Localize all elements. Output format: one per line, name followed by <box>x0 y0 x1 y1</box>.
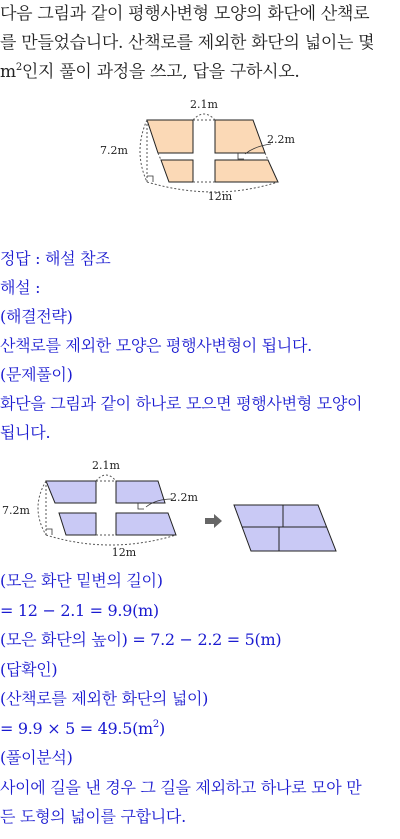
question-text <box>0 0 400 87</box>
blue-piece-bottom-left <box>59 513 96 535</box>
fig2-right-label: 2.2m <box>170 491 198 504</box>
analysis-text-2: 든 도형의 넓이를 구합니다. <box>0 807 186 826</box>
question-line-1: 다음 그림과 같이 평행사변형 모양의 화단에 산책로 <box>0 4 370 24</box>
height-line-text: (모은 화단의 높이) = 7.2 − 2.2 = 5(m) <box>0 630 282 649</box>
fig2-top-label: 2.1m <box>92 459 120 472</box>
area-close: ) <box>158 718 165 738</box>
question-line-3 <box>0 58 400 87</box>
merged-figure <box>0 455 400 565</box>
garden-piece-bottom-right <box>215 160 278 182</box>
merged-parallelogram <box>234 505 336 551</box>
area-calc <box>0 714 400 744</box>
base-calc: = 12 − 2.1 = 9.9(m) <box>0 600 159 620</box>
solution-heading: (문제풀이) <box>0 365 73 384</box>
garden-figure <box>95 96 305 206</box>
right-label: 2.2m <box>267 133 295 146</box>
dashed-left <box>158 153 161 160</box>
blue-piece-top-left <box>46 481 96 503</box>
fig2-bottom-label: 12m <box>111 546 137 559</box>
left-label: 7.2m <box>100 144 128 157</box>
top-label: 2.1m <box>190 98 218 111</box>
calculation-block <box>0 566 400 832</box>
blue-piece-bottom-right <box>116 513 176 535</box>
strategy-text: 산책로를 제외한 모양은 평행사변형이 됩니다. <box>0 336 312 355</box>
analysis-text-1: 사이에 길을 낸 경우 그 길을 제외하고 하나로 모아 만 <box>0 777 362 797</box>
garden-piece-top-left <box>147 120 193 153</box>
right-angle-mark <box>147 176 153 182</box>
analysis-heading: (풀이분석) <box>0 748 73 767</box>
dashed-right <box>265 153 268 160</box>
answer-label: 정답 : 해설 참조 <box>0 249 111 268</box>
solution-text-1: 화단을 그림과 같이 하나로 모으면 평행사변형 모양이 <box>0 394 363 413</box>
fig2-left-arc <box>38 481 46 535</box>
explanation-label: 해설 : <box>0 278 41 297</box>
fig2-right-angle-2 <box>138 503 144 509</box>
left-dim-arc <box>140 120 147 182</box>
right-angle-mark-2 <box>238 153 244 159</box>
question-line-3-rest: 인지 풀이 과정을 쓰고, 답을 구하시오. <box>21 62 300 82</box>
fig2-top-arc <box>96 475 116 481</box>
strategy-heading: (해결전략) <box>0 307 73 326</box>
garden-piece-top-right <box>215 120 265 153</box>
question-line-2: 를 만들었습니다. 산책로를 제외한 화단의 넓이는 몇 <box>0 33 375 53</box>
base-heading: (모은 화단 밑변의 길이) <box>0 571 163 590</box>
check-heading: (답확인) <box>0 659 58 679</box>
fig2-left-label: 7.2m <box>2 504 30 517</box>
unit-sup: 2 <box>15 62 22 73</box>
area-heading: (산책로를 제외한 화단의 넓이) <box>0 689 209 708</box>
area-calc-text: = 9.9 × 5 = 49.5(m <box>0 718 153 738</box>
blue-piece-top-right <box>116 481 165 503</box>
answer-block <box>0 244 400 447</box>
top-dim-arc <box>193 114 215 120</box>
bottom-label: 12m <box>207 190 233 203</box>
area-sup: 2 <box>152 718 159 730</box>
garden-piece-bottom-left <box>161 160 193 182</box>
fig2-right-angle <box>46 529 52 535</box>
unit-m: m <box>0 62 16 82</box>
solution-text-2: 됩니다. <box>0 423 51 442</box>
fig2-bottom-arc <box>46 535 176 545</box>
right-arrow-icon <box>205 514 222 528</box>
